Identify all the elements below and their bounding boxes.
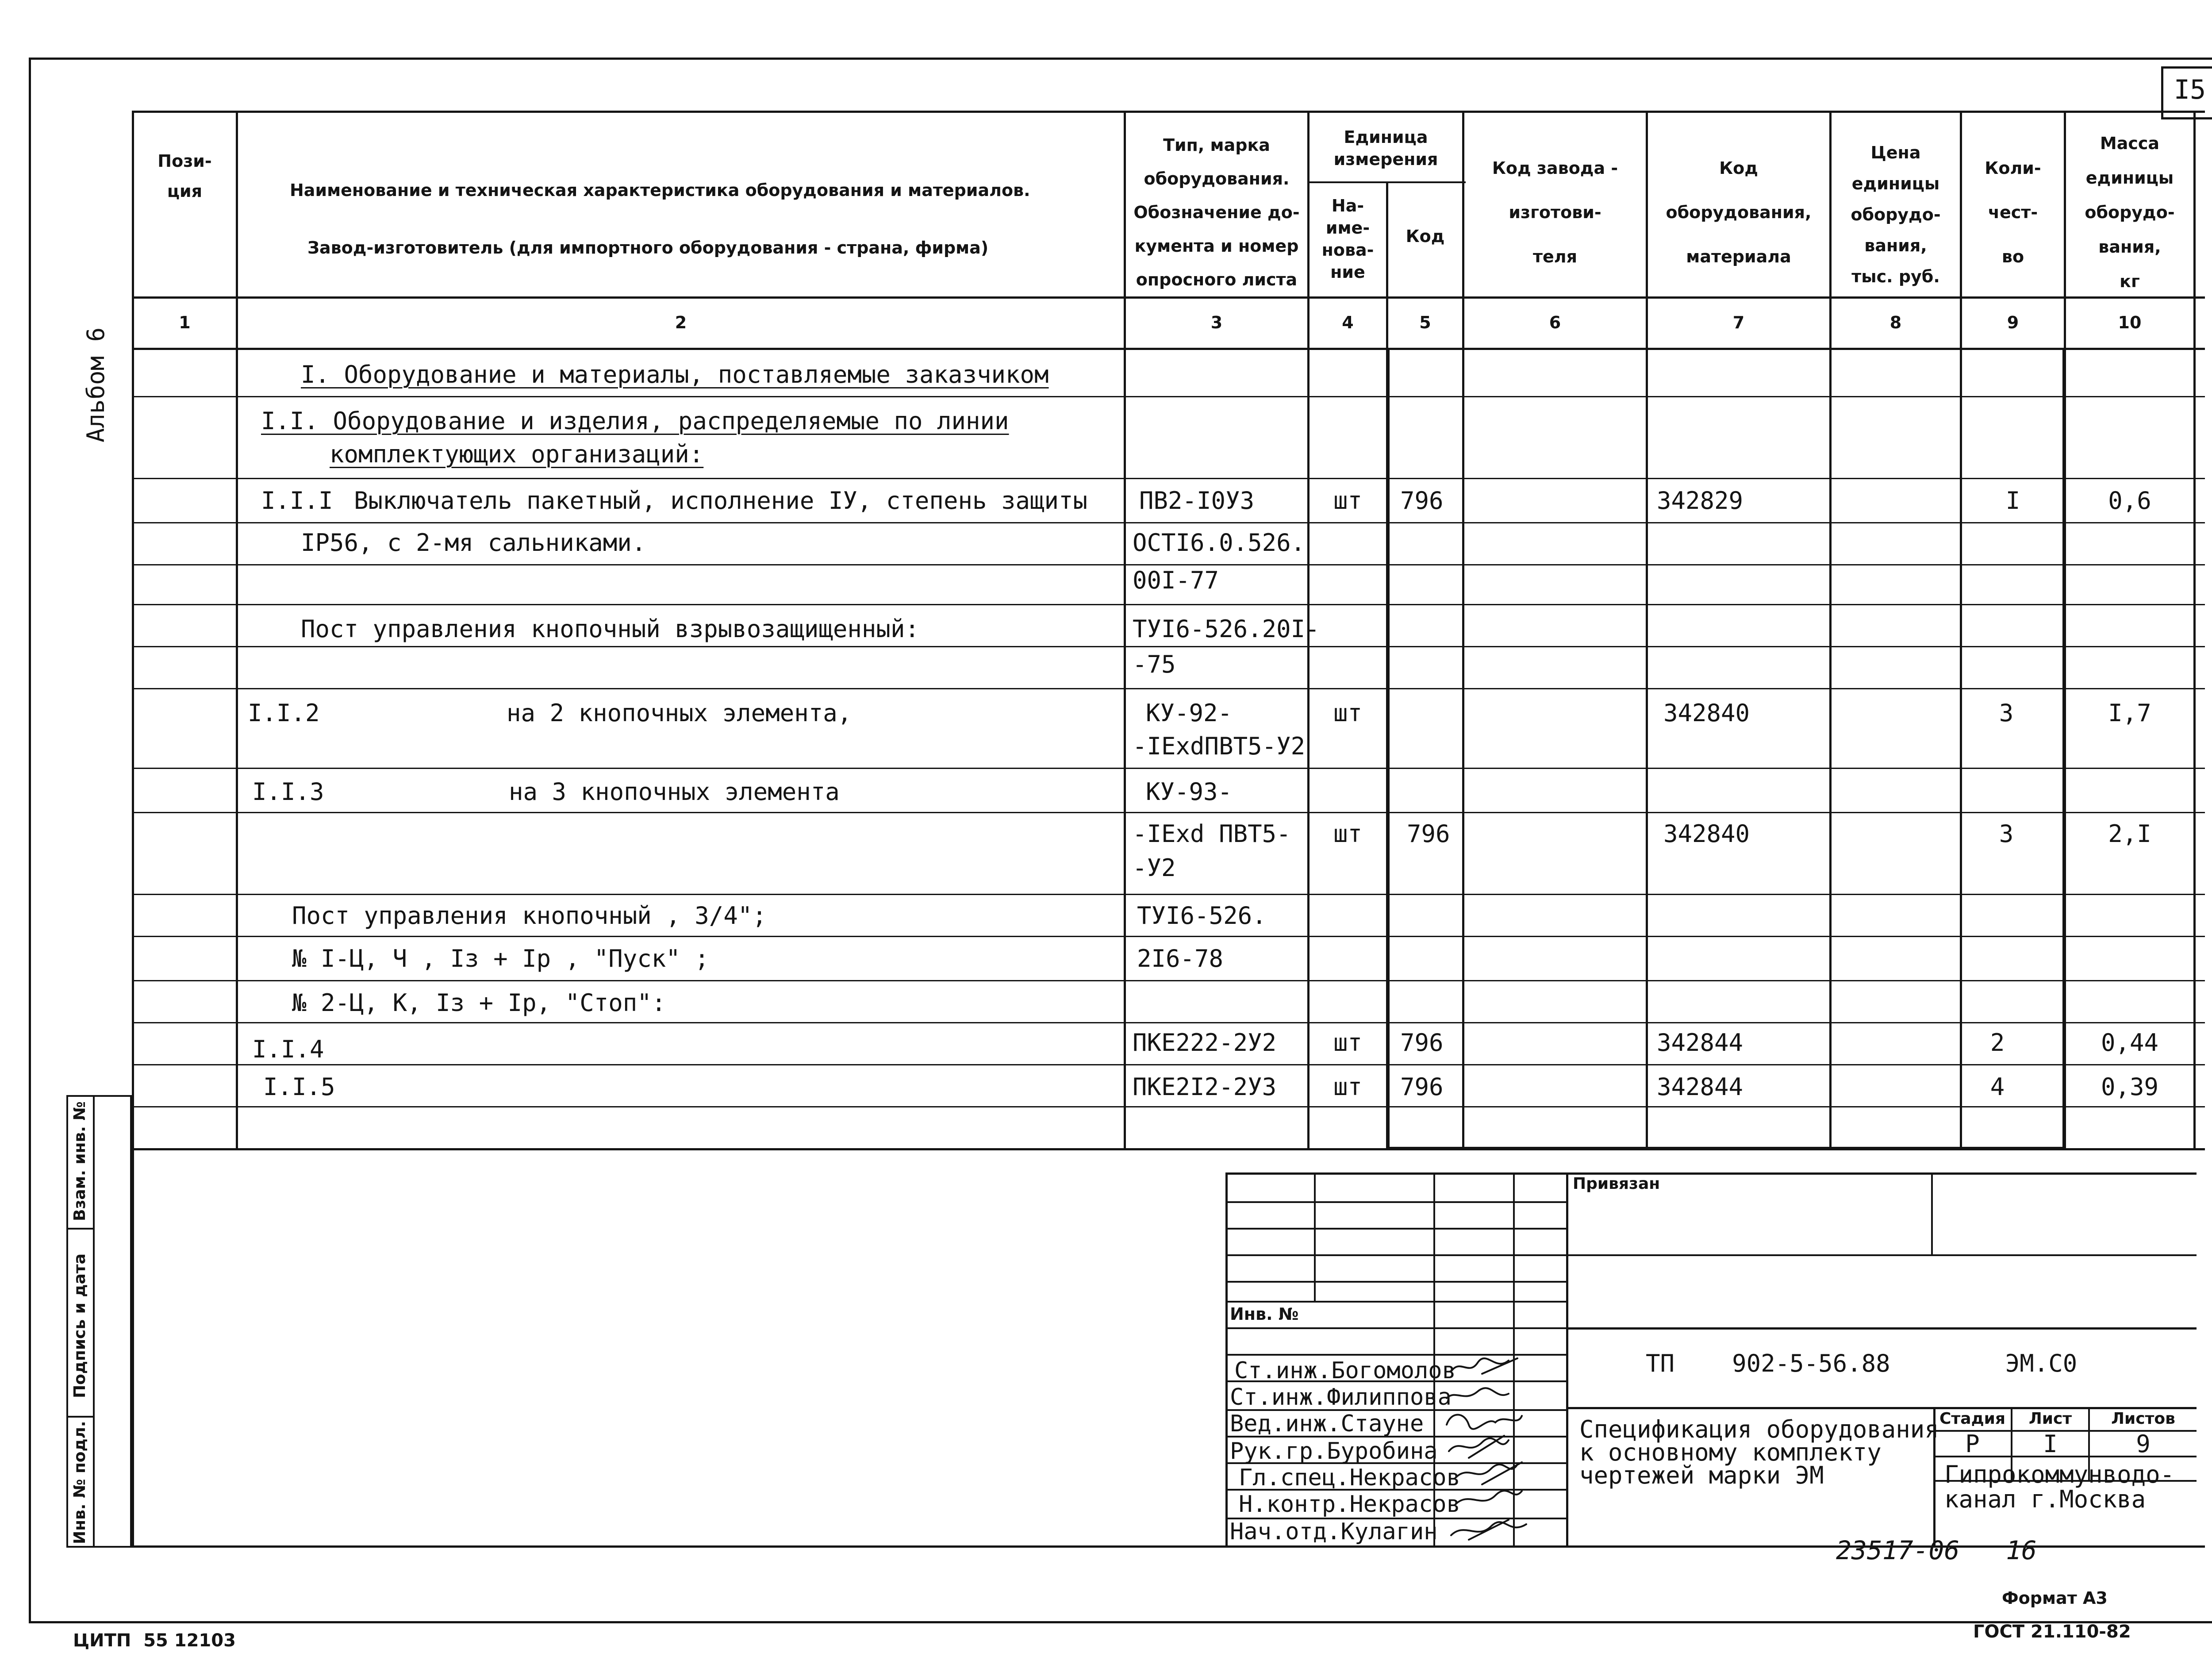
header-col7: Код оборудования, материала (1666, 158, 1812, 266)
colnum-8: 8 (1889, 313, 1902, 332)
colnum-1: 1 (179, 313, 191, 332)
table-row-pos: I.I.I (261, 487, 333, 515)
table-row-qty: 3 (1999, 699, 2014, 727)
tb-hline (1566, 1327, 2197, 1330)
table-row-name: № 2-Ц, К, Iз + Iр, "Стоп": (292, 989, 666, 1017)
table-row-type: -75 (1133, 650, 1176, 678)
table-row-name: Пост управления кнопочный , 3/4"; (292, 902, 767, 930)
table-row-equip-code: 342844 (1657, 1073, 1743, 1101)
table-row-equip-code: 342829 (1657, 487, 1743, 515)
tb-hline (1566, 1407, 2197, 1409)
tb-hline (1225, 1281, 1566, 1283)
left-strip-divider (93, 1095, 95, 1548)
header-bottom-line (132, 296, 2205, 299)
privyazan-label: Привязан (1573, 1175, 1660, 1193)
table-row-type: -IExdПВТ5-У2 (1133, 732, 1306, 760)
handwritten-signature (1442, 1349, 1557, 1544)
album-label: Альбом 6 (82, 327, 110, 442)
left-strip-line (66, 1416, 95, 1418)
stage-label: Стадия (1939, 1410, 2005, 1428)
table-row-unit: шт (1333, 820, 1363, 848)
colnum-3: 3 (1210, 313, 1223, 332)
table-row-name: на 2 кнопочных элемента, (507, 699, 852, 727)
table-row-name: Выключатель пакетный, исполнение IУ, степень защиты (354, 487, 1088, 515)
tb-vline (1566, 1172, 1568, 1548)
col-line-1 (236, 111, 238, 1150)
colnum-5: 5 (1419, 313, 1431, 332)
table-row-equip-code: 342844 (1657, 1029, 1743, 1057)
table-top-line (132, 111, 2205, 113)
table-row-type: 00I-77 (1133, 566, 1219, 594)
left-strip-vzam: Взам. инв. № (71, 1101, 89, 1221)
table-row-code: 796 (1400, 487, 1444, 515)
colnum-9: 9 (2007, 313, 2019, 332)
table-row-mass: 0,44 (2101, 1029, 2159, 1057)
signature-row: Ст.инж.Филиппова (1230, 1384, 1452, 1411)
table-row-code: 796 (1407, 820, 1450, 848)
sheets-value: 9 (2136, 1430, 2151, 1458)
header-unit-group: Единица измерения (1333, 127, 1438, 169)
table-row-qty: 4 (1990, 1073, 2005, 1101)
header-col2: Наименование и техническая характеристика оборудования и материалов. Завод-изготовитель (для импортного оборудования - страна, фирма) (290, 181, 1030, 258)
table-row-code: 796 (1400, 1073, 1444, 1101)
table-row-qty: 2 (1990, 1029, 2005, 1057)
left-strip-inv: Инв. № подл. (71, 1421, 89, 1544)
table-row-equip-code: 342840 (1663, 699, 1750, 727)
table-row-type: ТУI6-526. (1137, 902, 1267, 930)
table-row-type: ТУI6-526.20I- (1133, 615, 1320, 643)
table-row-type: ПКЕ222-2У2 (1133, 1029, 1277, 1057)
col-line-10 (2193, 111, 2196, 1150)
header-col10: Масса единицы оборудо- вания, кг (2085, 134, 2175, 291)
header-col9: Коли- чест- во (1985, 158, 2041, 266)
table-row-type: ОСТI6.0.526. (1133, 529, 1306, 557)
tb-hline (1225, 1327, 1566, 1329)
header-col1: Пози- ция (157, 151, 212, 201)
table-row-pos: I.I.4 (252, 1035, 324, 1063)
left-strip-podpis: Подпись и дата (71, 1253, 89, 1398)
tb-hline (1225, 1254, 1566, 1256)
tb-hline (1566, 1254, 2197, 1256)
left-strip-line (66, 1228, 95, 1230)
signature-row: Гл.спец.Некрасов (1239, 1464, 1460, 1491)
table-row-qty: 3 (1999, 820, 2014, 848)
table-row-name: на 3 кнопочных элемента (509, 778, 840, 806)
gost-label: ГОСТ 21.110-82 (1973, 1622, 2131, 1642)
table-row-unit: шт (1333, 1073, 1363, 1101)
table-row-unit: шт (1333, 1029, 1363, 1057)
header-col6: Код завода - изготови- теля (1492, 158, 1618, 266)
doc-code: ТП 902-5-56.88 ЭМ.С0 (1646, 1349, 2078, 1377)
table-row-mass: I,7 (2108, 699, 2151, 727)
colnum-4: 4 (1342, 313, 1354, 332)
table-row-unit: шт (1333, 699, 1363, 727)
signature-row: Н.контр.Некрасов (1239, 1491, 1460, 1518)
table-row-equip-code: 342840 (1663, 820, 1750, 848)
colnum-6: 6 (1549, 313, 1561, 332)
table-row-mass: 0,39 (2101, 1073, 2159, 1101)
table-row-unit: шт (1333, 487, 1363, 515)
sheet-label: Лист (2028, 1410, 2072, 1428)
signature-row: Рук.гр.Буробина (1230, 1438, 1438, 1464)
table-row-type: ПКЕ2I2-2УЗ (1133, 1073, 1277, 1101)
tb-hline (1225, 1301, 1566, 1303)
subsection-heading: I.I. Оборудование и изделия, распределяемые по линии (261, 407, 1009, 435)
header-col4: На- име- нова- ние (1321, 196, 1374, 282)
table-row-pos: I.I.5 (263, 1073, 335, 1101)
sheet-number: I5 (2174, 74, 2206, 105)
table-row-qty: I (2005, 487, 2020, 515)
inv-no-label: Инв. № (1230, 1304, 1299, 1324)
sheets-label: Листов (2111, 1410, 2175, 1428)
organization: Гипрокоммунводо- канал г.Москва (1944, 1461, 2175, 1513)
sheet-value: I (2043, 1430, 2058, 1458)
tb-hline (1225, 1201, 1566, 1203)
signature-row: Нач.отд.Кулагин (1230, 1518, 1438, 1545)
archive-number: 23517-06 16 (1836, 1535, 2037, 1565)
signature-row: Вед.инж.Стауне (1230, 1411, 1424, 1437)
subsection-heading-cont: комплектующих организаций: (330, 440, 704, 468)
table-row-pos: I.I.3 (252, 778, 324, 806)
colnum-7: 7 (1732, 313, 1745, 332)
table-row-mass: 2,I (2108, 820, 2151, 848)
section-heading: I. Оборудование и материалы, поставляемые заказчиком (301, 361, 1049, 388)
table-row-pos: I.I.2 (248, 699, 320, 727)
format-label: Формат А3 (2002, 1588, 2108, 1608)
header-col8: Цена единицы оборудо- вания, тыс. руб. (1851, 143, 1941, 286)
table-row-name: Пост управления кнопочный взрывозащищенный: (301, 615, 919, 643)
header-col3: Тип, марка оборудования. Обозначение до- кумента и номер опросного листа (1133, 135, 1300, 289)
table-row-name: IP56, с 2-мя сальниками. (301, 529, 646, 557)
colnum-2: 2 (675, 313, 687, 332)
table-row-mass: 0,6 (2108, 487, 2151, 515)
table-row-name: № I-Ц, Ч , Iз + Iр , "Пуск" ; (292, 945, 709, 972)
print-id: ЦИТП 55 12103 (73, 1630, 236, 1651)
table-row-type: КУ-93- (1146, 778, 1233, 806)
stage-value: Р (1965, 1430, 1980, 1458)
signature-row: Ст.инж.Богомолов (1234, 1357, 1456, 1384)
table-row-type: -IExd ПВТ5- (1133, 820, 1291, 848)
table-row-type: -У2 (1133, 854, 1176, 882)
tb-hline (1225, 1228, 1566, 1230)
doc-title: Спецификация оборудования к основному комплекту чертежей марки ЭМ (1579, 1415, 1939, 1489)
table-row-type: ПВ2-I0УЗ (1139, 487, 1255, 515)
table-row-type: 2I6-78 (1137, 945, 1224, 972)
table-row-type: КУ-92- (1146, 699, 1233, 727)
tb-privyazan-divider (1931, 1172, 1933, 1254)
table-row-code: 796 (1400, 1029, 1444, 1057)
colnum-10: 10 (2118, 313, 2142, 332)
header-col5: Код (1406, 227, 1445, 246)
